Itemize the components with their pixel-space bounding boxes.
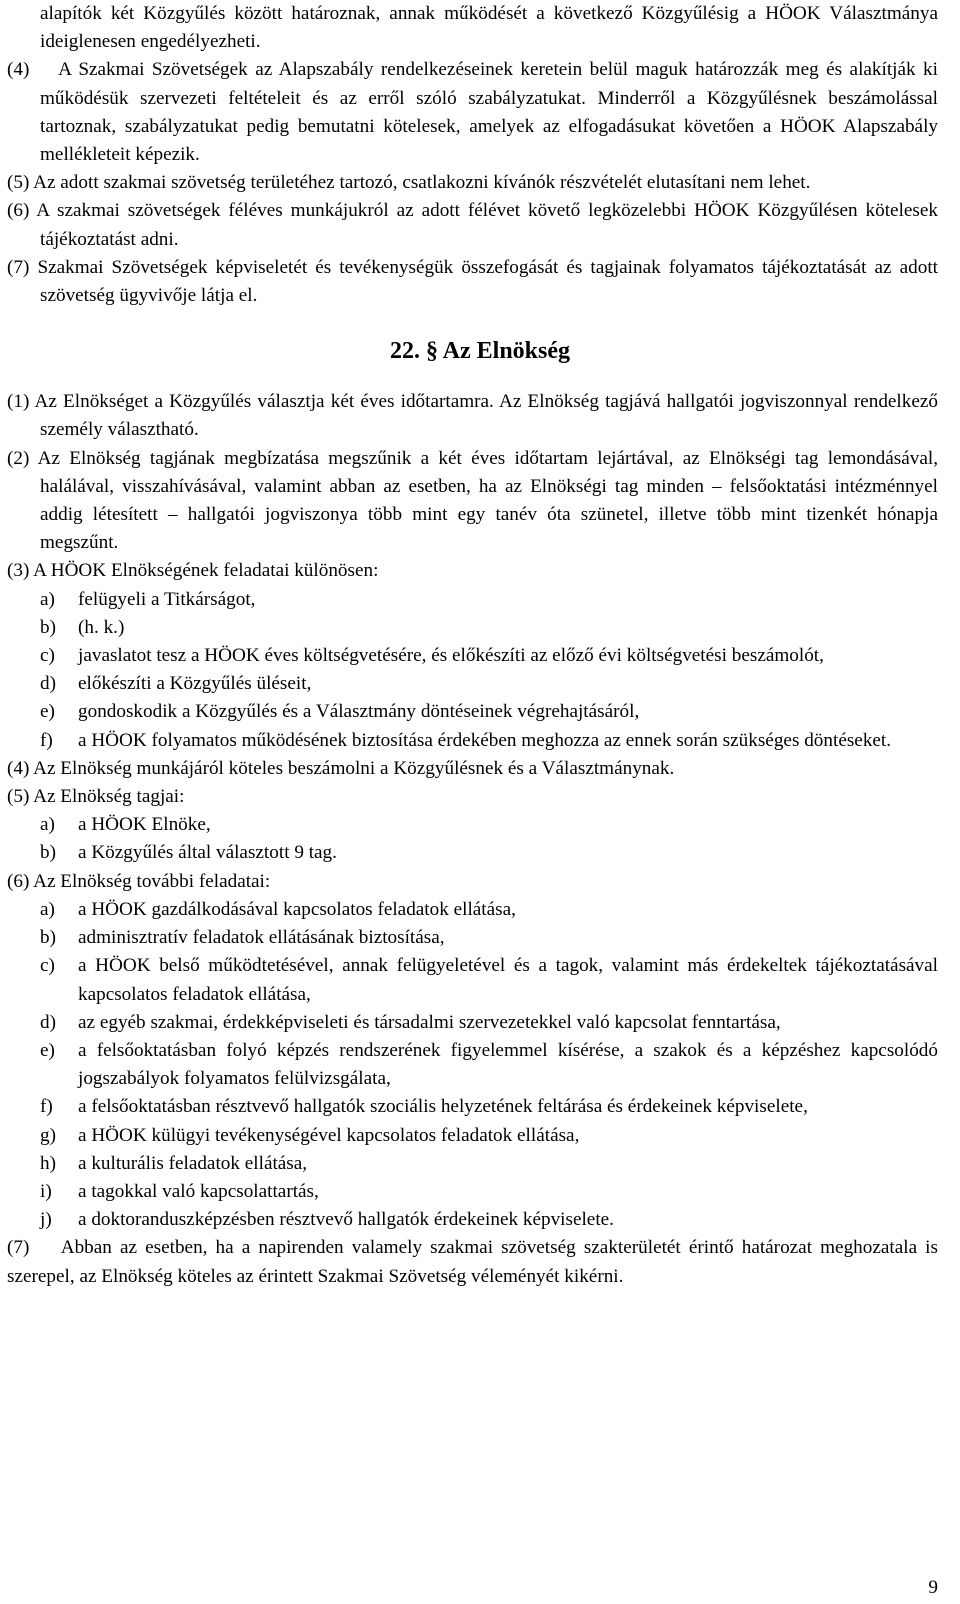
list-item-text: a HÖOK belső működtetésével, annak felügyeletével és a tagok, valamint más érdekeltek tájékoztatásával kapcsolatos feladatok ellátása, (78, 955, 938, 1005)
list-item-letter: d) (40, 673, 56, 695)
list-item-text: a Közgyűlés által választott 9 tag. (78, 842, 337, 864)
list-item (0, 896, 960, 924)
list-item-text: előkészíti a Közgyűlés üléseit, (78, 673, 312, 695)
list-item (0, 698, 960, 726)
paragraph-7 (0, 254, 960, 310)
paragraph-text: A HÖOK Elnökségének feladatai különösen: (33, 560, 379, 582)
section-heading (0, 335, 960, 367)
paragraph-number: (4) (7, 59, 30, 81)
list-item (0, 614, 960, 642)
list-item (0, 1206, 960, 1234)
paragraph-text: Az adott szakmai szövetség területéhez tartozó, csatlakozni kívánók részvételét elutasítani nem lehet. (33, 172, 811, 194)
paragraph-4 (0, 56, 960, 169)
paragraph-number: (5) (7, 172, 30, 194)
paragraph-text: Szakmai Szövetségek képviseletét és tevékenységük összefogását és tagjainak folyamatos tájékoztatását az adott szövetség ügyvivője látja el. (37, 256, 938, 307)
paragraph-text: Az Elnökség tagjának megbízatása megszűnik a két éves időtartam lejártával, az Elnökségi tag lemondásával, halálával, visszahívásával, valamint abban az esetben, ha az Elnökségi tag minden – felsőoktatási intézménnyel addig létesített – hallgatói jogviszonya több mint egy tanév óta szünetel, illetve több mint tizenkét hónapja megszűnt. (37, 447, 938, 554)
list-item-letter: j) (40, 1209, 52, 1231)
paragraph-text: Az Elnökséget a Közgyűlés választja két éves időtartamra. Az Elnökség tagjává hallgatói jogviszonnyal rendelkező személy választható. (34, 391, 938, 441)
paragraph-6 (0, 197, 960, 253)
section-title: Az Elnökség (442, 338, 571, 365)
list-item-letter: e) (40, 701, 55, 723)
paragraph-text: Az Elnökség további feladatai: (33, 870, 271, 892)
list-item-letter: f) (40, 729, 53, 751)
paragraph-number: (7) (7, 1237, 30, 1259)
list-item (0, 642, 960, 670)
paragraph-3-list (0, 586, 960, 755)
paragraph-text: Az Elnökség munkájáról köteles beszámolni a Közgyűlésnek és a Választmánynak. (33, 757, 675, 779)
intro-continuation: alapítók két Közgyűlés között határoznak, annak működését a következő Közgyűlésig a HÖOK Választmánya ideiglenesen engedélyezheti. (40, 3, 938, 53)
list-item-letter: d) (40, 1011, 56, 1033)
paragraph-number: (6) (7, 200, 30, 222)
elnokseg-paragraph-5 (0, 783, 960, 811)
section-number: 22. (389, 338, 420, 365)
elnokseg-paragraph-7 (0, 1234, 960, 1290)
paragraph-number: (2) (7, 447, 30, 469)
list-item-letter: b) (40, 616, 56, 638)
list-item-text: az egyéb szakmai, érdekképviseleti és társadalmi szervezetekkel való kapcsolat fenntartása, (78, 1011, 781, 1033)
list-item-text: a doktoranduszképzésben résztvevő hallgatók érdekeinek képviselete. (78, 1209, 614, 1231)
list-item (0, 1150, 960, 1178)
paragraph-number: (3) (7, 560, 30, 582)
list-item-letter: g) (40, 1124, 56, 1146)
list-item (0, 811, 960, 839)
paragraph-number: (4) (7, 757, 30, 779)
elnokseg-paragraph-4 (0, 755, 960, 783)
paragraph-text: A szakmai szövetségek féléves munkájukról az adott félévet követő legközelebbi HÖOK Közgyűlésen kötelesek tájékoztatást adni. (36, 200, 938, 250)
elnokseg-paragraph-2 (0, 445, 960, 558)
list-item-letter: e) (40, 1039, 55, 1061)
list-item-letter: c) (40, 955, 55, 977)
list-item (0, 670, 960, 698)
list-item (0, 727, 960, 755)
list-item-letter: b) (40, 842, 56, 864)
list-item-text: a HÖOK folyamatos működésének biztosítása érdekében meghozza az ennek során szükséges döntéseket. (78, 729, 892, 751)
list-item (0, 839, 960, 867)
list-item-letter: h) (40, 1152, 56, 1174)
list-item (0, 924, 960, 952)
list-item (0, 586, 960, 614)
paragraph-5-list (0, 811, 960, 867)
paragraph-text: Az Elnökség tagjai: (33, 786, 185, 808)
list-item (0, 1093, 960, 1121)
list-item-text: a tagokkal való kapcsolattartás, (78, 1180, 319, 1202)
list-item-text: adminisztratív feladatok ellátásának biztosítása, (78, 927, 445, 949)
paragraph-number: (6) (7, 870, 30, 892)
list-item (0, 1009, 960, 1037)
paragraphs-before-section (0, 56, 960, 310)
list-item-text: a HÖOK Elnöke, (78, 814, 211, 836)
list-item-text: (h. k.) (78, 616, 125, 638)
elnokseg-paragraph-3 (0, 557, 960, 585)
list-item-text: a felsőoktatásban folyó képzés rendszerének figyelemmel kísérése, a szakok és a képzéshez kapcsolódó jogszabályok folyamatos felülvizsgálata, (78, 1039, 938, 1090)
page-number: 9 (928, 1577, 938, 1598)
list-item-letter: f) (40, 1096, 53, 1118)
list-item-letter: c) (40, 645, 55, 667)
section-symbol: § (425, 338, 438, 365)
list-item-text: gondoskodik a Közgyűlés és a Választmány döntéseinek végrehajtásáról, (78, 701, 640, 723)
list-item (0, 952, 960, 1008)
list-item-letter: b) (40, 927, 56, 949)
list-item-text: a HÖOK gazdálkodásával kapcsolatos feladatok ellátása, (78, 898, 516, 920)
list-item-text: a kulturális feladatok ellátása, (78, 1152, 308, 1174)
list-item-letter: a) (40, 814, 55, 836)
paragraph-5 (0, 169, 960, 197)
list-item-letter: a) (40, 588, 55, 610)
list-item-letter: i) (40, 1180, 52, 1202)
paragraph-text: Abban az esetben, ha a napirenden valamely szakmai szövetség szakterületét érintő határozat meghozatala is szerepel, az Elnökség köteles az érintett Szakmai Szövetség véleményét kikérni. (7, 1237, 938, 1287)
elnokseg-paragraph-1 (0, 388, 960, 444)
list-item (0, 1122, 960, 1150)
list-item-text: a HÖOK külügyi tevékenységével kapcsolatos feladatok ellátása, (78, 1124, 580, 1146)
list-item (0, 1037, 960, 1093)
elnokseg-paragraph-6 (0, 868, 960, 896)
paragraph-number: (7) (7, 256, 30, 278)
list-item-text: felügyeli a Titkárságot, (78, 588, 256, 610)
paragraph-number: (5) (7, 786, 30, 808)
paragraph-6-list (0, 896, 960, 1234)
list-item-text: javaslatot tesz a HÖOK éves költségvetésére, és előkészíti az előző évi költségvetési beszámolót, (78, 645, 824, 667)
list-item-letter: a) (40, 898, 55, 920)
list-item-text: a felsőoktatásban résztvevő hallgatók szociális helyzetének feltárása és érdekeinek képviselete, (78, 1096, 808, 1118)
list-item (0, 1178, 960, 1206)
paragraph-text: A Szakmai Szövetségek az Alapszabály rendelkezéseinek keretein belül maguk határozzák meg és alakítják ki működésük szervezeti feltételeit és az erről szóló szabályzatukat. Minderről a Közgyűlésnek beszámolással tartoznak, szabályzatukat pedig bemutatni kötelesek, amelyek az elfogadásukat követően a HÖOK Alapszabály mellékleteit képezik. (40, 59, 938, 166)
paragraph-number: (1) (7, 391, 30, 413)
